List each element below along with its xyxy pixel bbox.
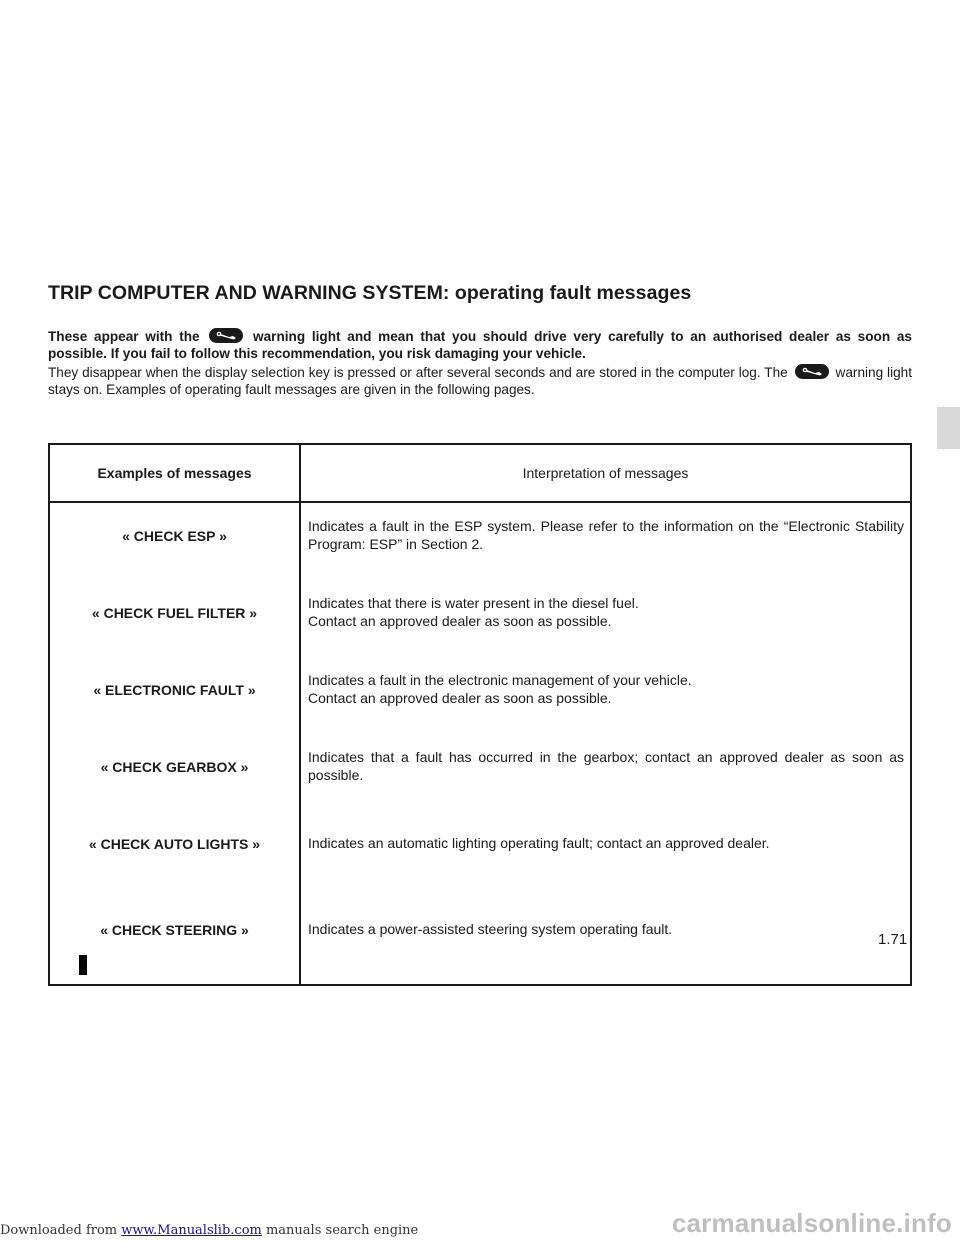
intro-normal-part-1: They disappear when the display selection key is pressed or after several seconds and are stored in the computer log. The <box>48 365 788 380</box>
table-row <box>49 811 911 897</box>
interpretation-line: Indicates a fault in the electronic management of your vehicle. <box>308 672 692 688</box>
table-row <box>49 734 911 811</box>
corner-mark <box>79 955 87 975</box>
manualslib-link[interactable]: www.Manualslib.com <box>121 1223 262 1238</box>
header-examples: Examples of messages <box>49 444 300 502</box>
download-footer <box>0 1223 418 1238</box>
interpretation-line: Indicates that there is water present in the diesel fuel. <box>308 595 639 611</box>
intro-text <box>48 328 912 398</box>
footer-suffix: manuals search engine <box>265 1223 419 1238</box>
interpretation-line: Contact an approved dealer as soon as possible. <box>308 612 612 629</box>
message-text: « CHECK STEERING » <box>100 922 249 938</box>
watermark: carmanualsonline.info <box>671 1208 952 1238</box>
table-row <box>49 657 911 734</box>
footer-prefix: Downloaded from <box>0 1223 118 1238</box>
message-cell <box>49 811 300 897</box>
interpretation-cell: Indicates that a fault has occurred in the gearbox; contact an approved dealer as soon as possible. <box>308 749 904 783</box>
fault-messages-table <box>48 443 912 986</box>
interpretation-line: Contact an approved dealer as soon as possible. <box>308 689 612 706</box>
message-text: « CHECK AUTO LIGHTS » <box>88 836 261 852</box>
message-text: « ELECTRONIC FAULT » <box>93 682 256 698</box>
interpretation-cell <box>300 657 911 734</box>
intro-bold-part-1: These appear with the <box>48 329 200 344</box>
message-text: « CHECK ESP » <box>122 528 227 544</box>
interpretation-cell <box>300 580 911 657</box>
table-header-row <box>49 444 911 502</box>
section-tab-marker <box>937 407 960 449</box>
message-cell <box>49 657 300 734</box>
message-cell <box>49 734 300 811</box>
message-cell <box>49 580 300 657</box>
table-row <box>49 580 911 657</box>
header-interpretation: Interpretation of messages <box>300 444 911 502</box>
intro-normal-part-2: warning light stays on. Examples of operating fault messages are given in the following pages. <box>48 365 912 397</box>
interpretation-cell: Indicates a power-assisted steering system operating fault. <box>308 921 673 937</box>
intro-bold-part-2: warning light and mean that you should drive very carefully to an authorised dealer as soon as possible. If you fail to follow this recommendation, you risk damaging your vehicle. <box>48 329 912 361</box>
table-row <box>49 502 911 580</box>
message-text: « CHECK GEARBOX » <box>100 759 249 775</box>
wrench-warning-icon <box>795 364 829 379</box>
interpretation-cell: Indicates an automatic lighting operating fault; contact an approved dealer. <box>308 835 770 851</box>
wrench-warning-icon <box>209 328 243 343</box>
table-row <box>49 897 911 985</box>
page-title: TRIP COMPUTER AND WARNING SYSTEM: operating fault messages <box>48 282 692 304</box>
message-text: « CHECK FUEL FILTER » <box>91 605 258 621</box>
page-number: 1.71 <box>878 931 908 948</box>
interpretation-cell: Indicates a fault in the ESP system. Please refer to the information on the “Electronic Stability Program: ESP” in Section 2. <box>308 518 904 552</box>
message-cell <box>49 502 300 580</box>
